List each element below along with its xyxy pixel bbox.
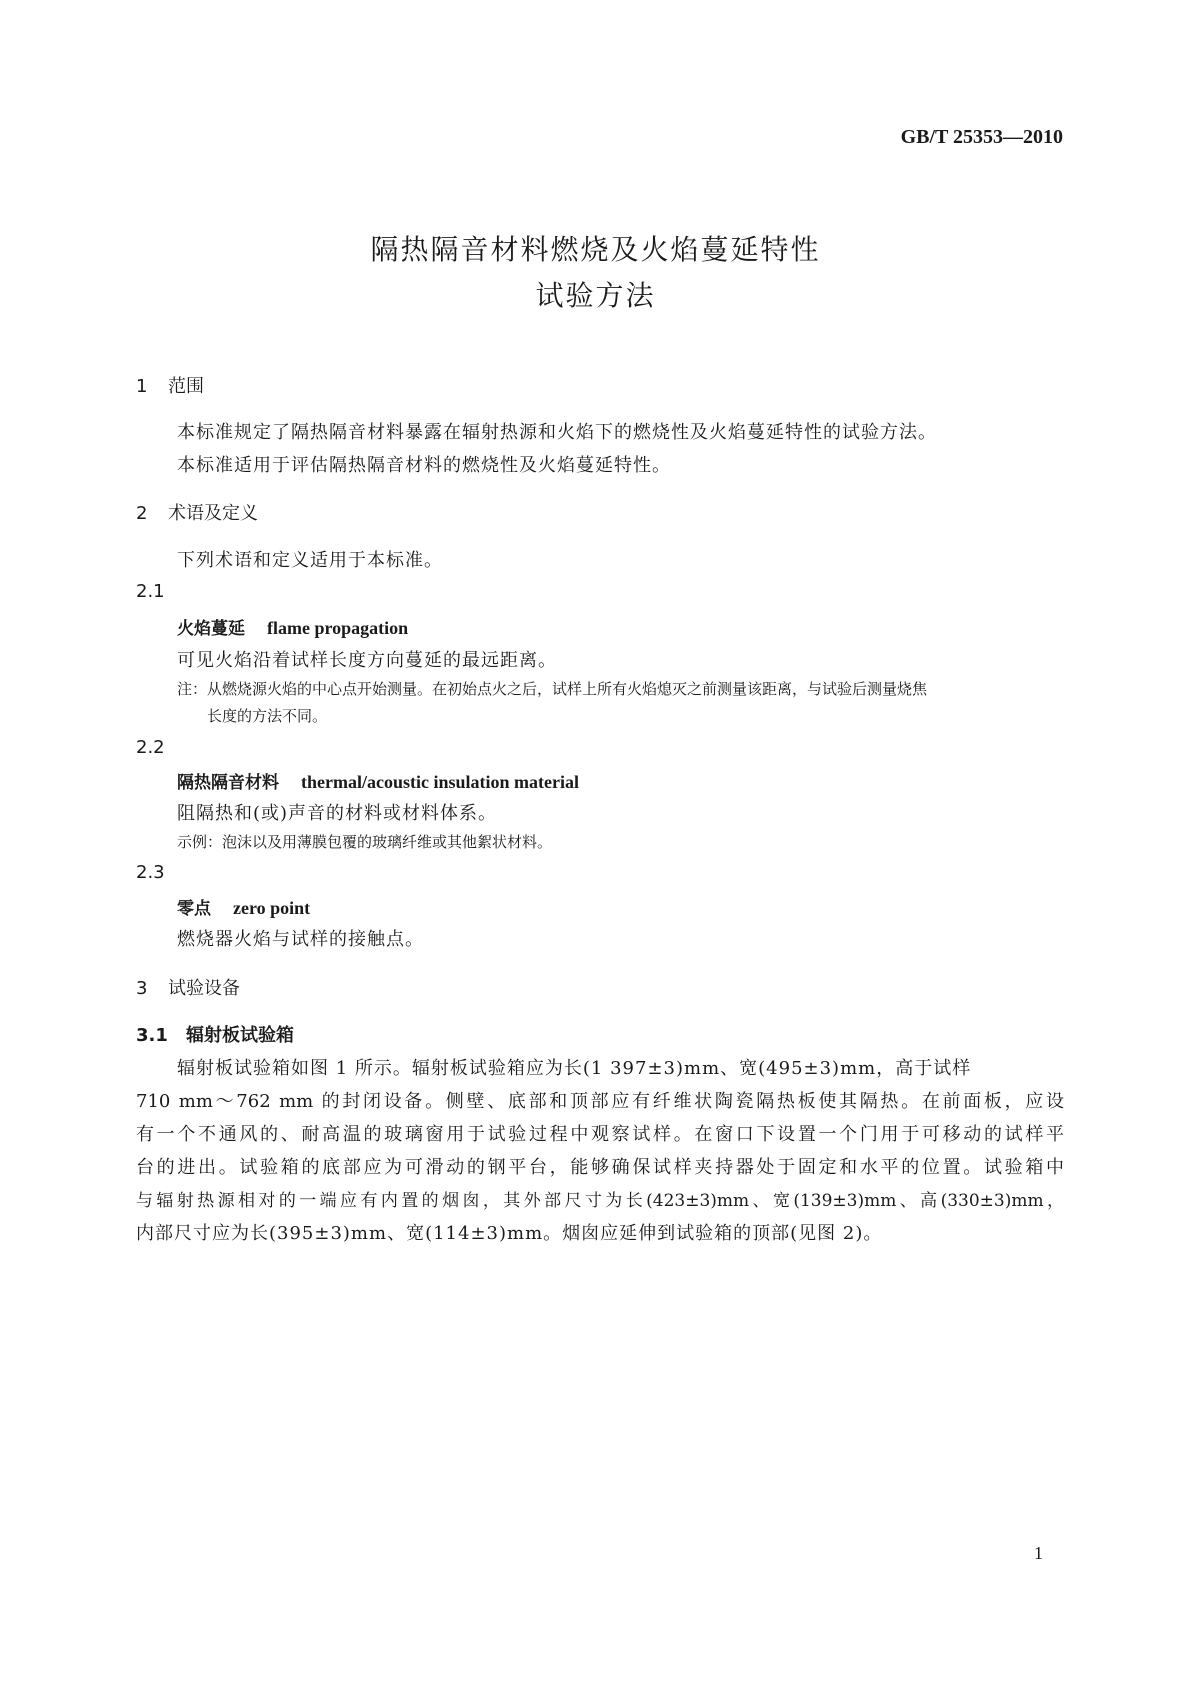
term-example: 示例：泡沫以及用薄膜包覆的玻璃纤维或其他絮状材料。	[177, 833, 553, 851]
paragraph-line: 辐射板试验箱如图 1 所示。辐射板试验箱应为长(1 397±3)mm、宽(495±3)mm，高于试样	[177, 1058, 972, 1079]
term-number: 2.1	[136, 581, 165, 602]
term-cn: 零点	[177, 899, 211, 919]
standard-number: GB/T 25353—2010	[900, 126, 1063, 148]
section-3-title: 试验设备	[168, 978, 240, 999]
term-number: 2.2	[136, 737, 165, 758]
paragraph-line: 内部尺寸应为长(395±3)mm、宽(114±3)mm。烟囱应延伸到试验箱的顶部(见图 2)。	[136, 1223, 883, 1244]
section-1-paragraph: 本标准适用于评估隔热隔音材料的燃烧性及火焰蔓延特性。	[177, 455, 671, 476]
term-cn: 隔热隔音材料	[177, 773, 279, 793]
section-3-number: 3	[136, 978, 148, 999]
subsection-3-1-heading	[136, 1021, 294, 1047]
subsection-3-1-title: 辐射板试验箱	[186, 1025, 294, 1046]
term-number: 2.3	[136, 862, 165, 883]
term-definition: 可见火焰沿着试样长度方向蔓延的最远距离。	[177, 650, 557, 671]
term-note-continued: 长度的方法不同。	[207, 707, 328, 725]
paragraph-line: 与辐射热源相对的一端应有内置的烟囱，其外部尺寸为长(423±3)mm、宽(139±3)mm、高(330±3)mm，	[136, 1191, 1064, 1211]
page-number: 1	[1034, 1543, 1043, 1563]
subsection-3-1-number: 3.1	[136, 1025, 168, 1046]
section-2-heading	[136, 499, 258, 525]
term-definition: 阻隔热和(或)声音的材料或材料体系。	[177, 803, 498, 824]
section-3-heading	[136, 974, 240, 1000]
term-cn: 火焰蔓延	[177, 619, 245, 639]
section-1-paragraph: 本标准规定了隔热隔音材料暴露在辐射热源和火焰下的燃烧性及火焰蔓延特性的试验方法。	[177, 422, 937, 443]
paragraph-line: 710 mm～762 mm 的封闭设备。侧壁、底部和顶部应有纤维状陶瓷隔热板使其隔热。在前面板，应设	[136, 1091, 1064, 1112]
document-title-line2: 试验方法	[535, 279, 656, 312]
term-heading	[177, 614, 408, 639]
term-heading	[177, 768, 579, 793]
term-definition: 燃烧器火焰与试样的接触点。	[177, 929, 424, 950]
paragraph-line: 有一个不通风的、耐高温的玻璃窗用于试验过程中观察试样。在窗口下设置一个门用于可移动的试样平	[136, 1124, 1064, 1145]
term-en: thermal/acoustic insulation material	[301, 772, 579, 792]
term-en: zero point	[233, 898, 311, 918]
term-en: flame propagation	[267, 618, 409, 638]
section-2-title: 术语及定义	[168, 503, 258, 524]
section-1-title: 范围	[168, 376, 204, 397]
section-1-number: 1	[136, 376, 148, 397]
document-title-line1: 隔热隔音材料燃烧及火焰蔓延特性	[370, 233, 821, 266]
section-1-heading	[136, 372, 204, 398]
section-2-intro: 下列术语和定义适用于本标准。	[177, 550, 443, 571]
paragraph-line: 台的进出。试验箱的底部应为可滑动的钢平台，能够确保试样夹持器处于固定和水平的位置。试验箱中	[136, 1157, 1064, 1178]
term-heading	[177, 894, 310, 919]
section-2-number: 2	[136, 503, 148, 524]
term-note: 注：从燃烧源火焰的中心点开始测量。在初始点火之后，试样上所有火焰熄灭之前测量该距离，与试验后测量烧焦	[177, 680, 928, 698]
